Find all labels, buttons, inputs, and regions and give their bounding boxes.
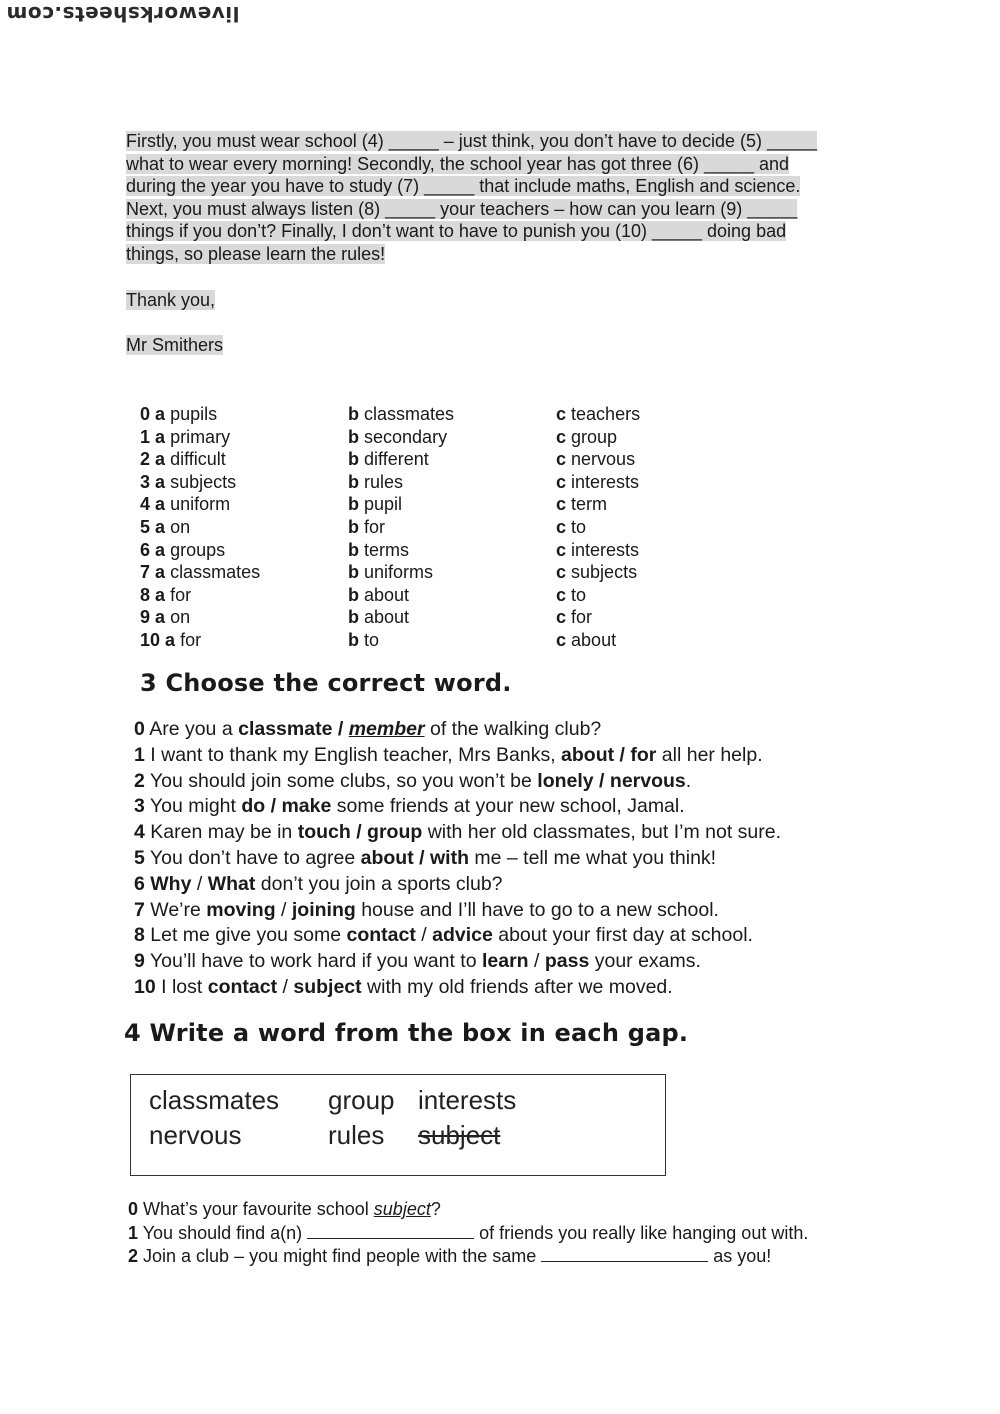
word-box-word: rules (328, 1120, 385, 1150)
option-row: 1 a primary b secondary c group (140, 426, 618, 447)
option-row: 4 a uniform b pupil c term (140, 494, 608, 515)
exercise-4-item: 0 What’s your favourite school subject? (128, 1199, 441, 1219)
exercise-3-item: 5 You don’t have to agree about / with me – tell me what you think! (134, 846, 717, 869)
word-box-word: classmates (149, 1085, 280, 1115)
exercise-3-heading: 3 Choose the correct word. (140, 669, 512, 697)
word-box-word-used: subject (418, 1120, 501, 1150)
answer-gap[interactable] (307, 1222, 474, 1239)
exercise-3-item: 9 You’ll have to work hard if you want to learn / pass your exams. (134, 950, 701, 973)
answer-gap[interactable] (541, 1245, 708, 1262)
watermark-text: liveworksheets.com (6, 2, 240, 26)
exercise-3-item: 3 You might do / make some friends at your new school, Jamal. (134, 795, 685, 818)
option-row: 10 a for b to c about (140, 629, 617, 650)
letter-line: what to wear every morning! Secondly, the school year has got three (6) _____ and (126, 153, 790, 174)
letter-line: Firstly, you must wear school (4) _____ – just think, you don’t have to decide (5) _____ (126, 131, 818, 151)
letter-line: Next, you must always listen (8) _____ your teachers – how can you learn (9) _____ (126, 198, 798, 219)
exercise-4-item: 2 Join a club – you might find people with the same as you! (128, 1246, 772, 1266)
exercise-3-item: 6 Why / What don’t you join a sports club? (134, 872, 503, 895)
option-row: 7 a classmates b uniforms c subjects (140, 562, 638, 583)
options-list (140, 403, 740, 652)
exercise-4-item: 1 You should find a(n) of friends you really like hanging out with. (128, 1222, 809, 1243)
letter-closing: Thank you, (126, 290, 216, 310)
word-box-row (149, 1120, 500, 1151)
letter-paragraph (126, 130, 882, 266)
exercise-3-item: 1 I want to thank my English teacher, Mrs Banks, about / for all her help. (134, 743, 763, 766)
option-row: 9 a on b about c for (140, 607, 593, 628)
exercise-3-item: 0 Are you a classmate / member of the walking club? (134, 718, 602, 740)
option-row: 8 a for b about c to (140, 584, 587, 605)
letter-signature: Mr Smithers (126, 335, 224, 355)
option-row: 0 a pupils b classmates c teachers (140, 404, 641, 424)
option-row: 2 a difficult b different c nervous (140, 449, 636, 470)
option-row: 3 a subjects b rules c interests (140, 471, 640, 492)
letter-line: things if you don’t? Finally, I don’t want to have to punish you (10) _____ doing bad (126, 221, 787, 242)
letter-line: during the year you have to study (7) _____ that include maths, English and science. (126, 176, 801, 197)
exercise-4-list (128, 1198, 908, 1269)
option-row: 6 a groups b terms c interests (140, 539, 640, 560)
option-row: 5 a on b for c to (140, 516, 587, 537)
answer-member[interactable]: member (348, 718, 425, 740)
exercise-3-list (134, 717, 914, 1001)
word-box-word: nervous (149, 1120, 242, 1150)
word-box-row (149, 1085, 516, 1116)
exercise-3-item: 2 You should join some clubs, so you won’t be lonely / nervous. (134, 769, 692, 792)
letter-line: things, so please learn the rules! (126, 243, 386, 264)
exercise-3-item: 7 We’re moving / joining house and I’ll have to go to a new school. (134, 898, 719, 921)
exercise-3-item: 8 Let me give you some contact / advice about your first day at school. (134, 924, 753, 947)
word-box-word: group (328, 1085, 395, 1115)
word-box-word: interests (418, 1085, 517, 1115)
word-box (130, 1074, 666, 1176)
exercise-3-item: 4 Karen may be in touch / group with her old classmates, but I’m not sure. (134, 821, 782, 844)
exercise-4-heading: 4 Write a word from the box in each gap. (124, 1019, 689, 1047)
example-answer: subject (373, 1199, 431, 1219)
exercise-3-item: 10 I lost contact / subject with my old friends after we moved. (134, 975, 673, 998)
